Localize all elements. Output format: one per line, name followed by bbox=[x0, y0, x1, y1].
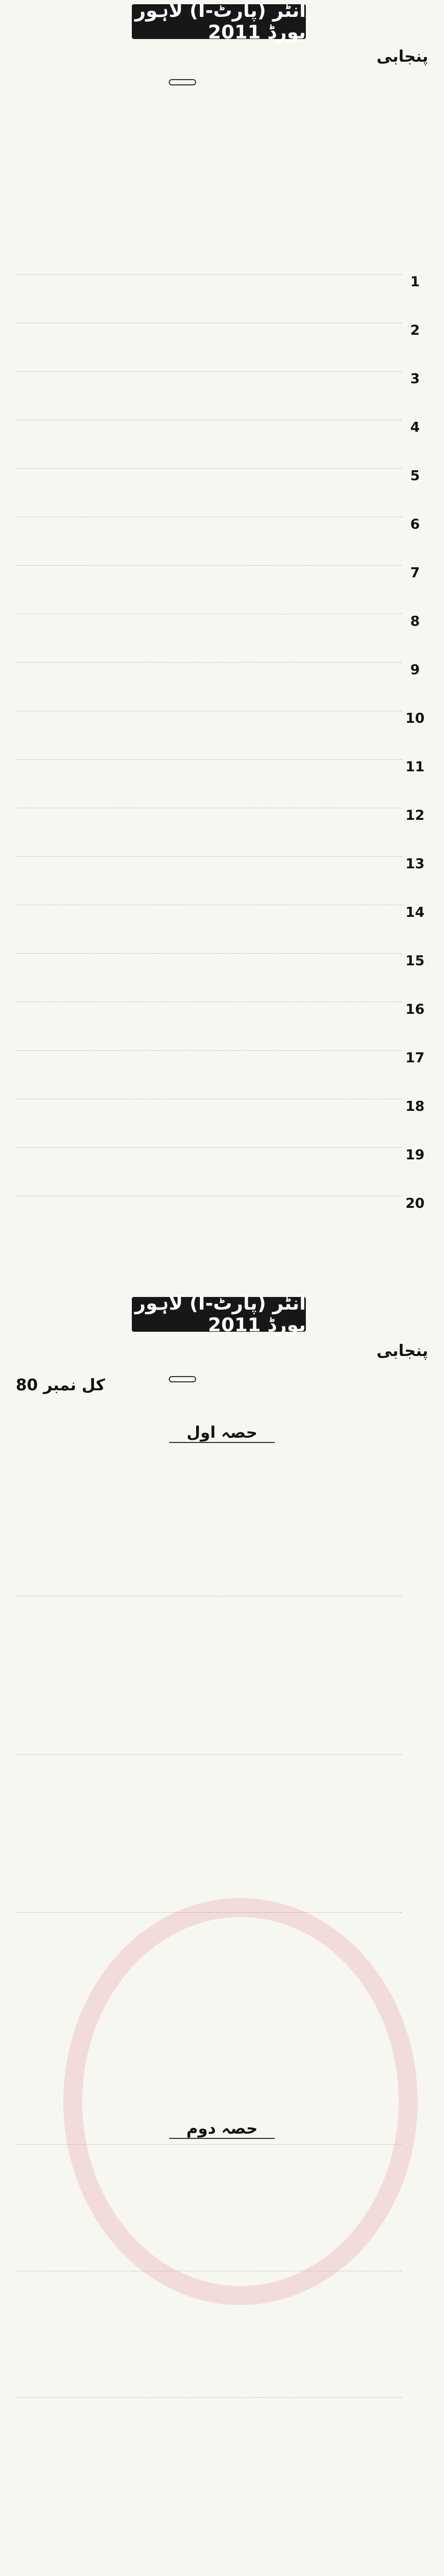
paper2-header-title: انٹر (پارٹ-I) لاہور بورڈ 2011 bbox=[132, 1297, 306, 1332]
paper2-meta-row-2 bbox=[0, 1376, 444, 1408]
question-row bbox=[16, 808, 428, 856]
question-number: 11 bbox=[405, 759, 425, 775]
question-text bbox=[16, 1754, 402, 1755]
paper2-total-marks: کل نمبر 80 bbox=[16, 1376, 105, 1394]
question-row bbox=[16, 662, 428, 711]
paper2-subject: پنجابی bbox=[376, 1342, 428, 1360]
question-text bbox=[16, 759, 402, 760]
question-number: 16 bbox=[405, 1002, 425, 1018]
question-number: 4 bbox=[410, 420, 420, 435]
section1-title: حصہ اول bbox=[169, 1423, 275, 1443]
question-row bbox=[16, 2144, 428, 2271]
question-row bbox=[16, 420, 428, 468]
question-row bbox=[16, 517, 428, 565]
paper1-subject: پنجابی bbox=[376, 47, 428, 66]
paper1-header-title: انٹر (پارٹ-I) لاہور بورڈ 2011 bbox=[132, 4, 306, 39]
paper1-group bbox=[169, 79, 196, 85]
question-row bbox=[16, 1196, 428, 1244]
question-row bbox=[16, 1099, 428, 1147]
question-number: 10 bbox=[405, 711, 425, 727]
question-text bbox=[16, 1050, 402, 1051]
question-row bbox=[16, 953, 428, 1002]
paper2-group bbox=[169, 1376, 196, 1382]
question-number: 1 bbox=[410, 274, 420, 290]
question-text bbox=[16, 274, 402, 275]
question-number: 2 bbox=[410, 323, 420, 338]
question-number: 13 bbox=[405, 856, 425, 872]
question-number: 18 bbox=[405, 1099, 425, 1115]
question-number: 6 bbox=[410, 517, 420, 532]
question-text bbox=[16, 662, 402, 663]
paper1-meta-row bbox=[0, 47, 444, 79]
question-text bbox=[16, 2397, 402, 2398]
question-text bbox=[16, 2144, 402, 2145]
question-row bbox=[16, 711, 428, 759]
question-row bbox=[16, 468, 428, 517]
question-number: 12 bbox=[405, 808, 425, 824]
question-row bbox=[16, 614, 428, 662]
question-row bbox=[16, 371, 428, 420]
question-row bbox=[16, 2397, 428, 2524]
question-number: 15 bbox=[405, 953, 425, 969]
question-row bbox=[16, 323, 428, 371]
question-number: 9 bbox=[410, 662, 420, 678]
question-text bbox=[16, 565, 402, 566]
question-row bbox=[16, 1147, 428, 1196]
question-row bbox=[16, 856, 428, 905]
paper1-meta-row-2 bbox=[0, 79, 444, 111]
question-row bbox=[16, 1596, 428, 1754]
question-number: 5 bbox=[410, 468, 420, 484]
paper2-meta-row bbox=[0, 1342, 444, 1373]
paper1-question-list bbox=[16, 274, 428, 1244]
section1-instructions bbox=[16, 1448, 428, 1596]
paper1-instructions bbox=[16, 116, 428, 264]
question-row bbox=[16, 1754, 428, 1912]
question-text bbox=[16, 856, 402, 857]
section2-title: حصہ دوم bbox=[169, 2119, 275, 2139]
question-number: 7 bbox=[410, 565, 420, 581]
question-number: 3 bbox=[410, 371, 420, 387]
question-row bbox=[16, 274, 428, 323]
question-row bbox=[16, 1002, 428, 1050]
question-number: 14 bbox=[405, 905, 425, 921]
question-number: 17 bbox=[405, 1050, 425, 1066]
question-number: 8 bbox=[410, 614, 420, 630]
question-row bbox=[16, 565, 428, 614]
question-row bbox=[16, 1050, 428, 1099]
section2-question-list bbox=[16, 2144, 428, 2524]
question-row bbox=[16, 905, 428, 953]
question-text bbox=[16, 371, 402, 372]
question-number: 19 bbox=[405, 1147, 425, 1163]
question-row bbox=[16, 759, 428, 808]
question-text bbox=[16, 953, 402, 954]
question-number: 20 bbox=[405, 1196, 425, 1212]
question-text bbox=[16, 468, 402, 469]
question-text bbox=[16, 1147, 402, 1148]
paper2-section2 bbox=[16, 2119, 428, 2524]
question-row bbox=[16, 2271, 428, 2397]
